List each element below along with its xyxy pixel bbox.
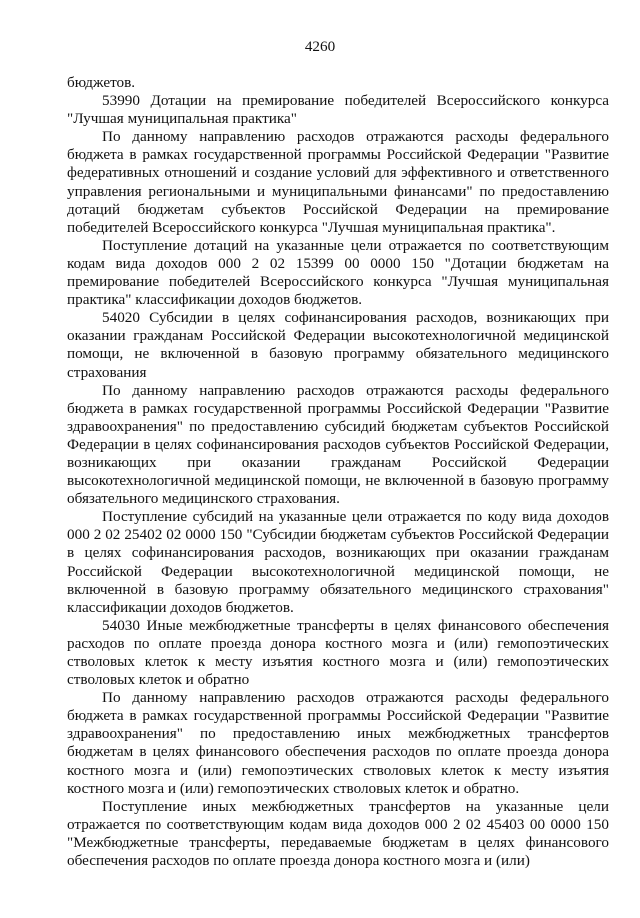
paragraph: Поступление субсидий на указанные цели отражается по коду вида доходов 000 2 02 25402 02 0000 150 "Субсидии бюджетам субъектов Российской Федерации в целях софинансирования расходов, возникающих при оказании гражданам Российской Федерации высокотехнологичной медицинской помощи, не включенной в базовую программу обязательного медицинского страхования" классификации доходов бюджетов. xyxy=(67,508,609,616)
section-heading: 54020 Субсидии в целях софинансирования расходов, возникающих при оказании гражданам Российской Федерации высокотехнологичной медицинской помощи, не включенной в базовую программу обязательного медицинского страхования xyxy=(67,309,609,381)
page-number: 4260 xyxy=(304,38,336,55)
paragraph: бюджетов. xyxy=(67,74,136,91)
paragraph: По данному направлению расходов отражаются расходы федерального бюджета в рамках государственной программы Российской Федерации "Развитие здравоохранения" по предоставлению субсидий бюджетам субъектов Российской Федерации в целях софинансирования расходов субъектов Российской Федерации, возникающих при оказании гражданам Российской Федерации высокотехнологичной медицинской помощи, не включенной в базовую программу обязательного медицинского страхования. xyxy=(67,381,609,508)
document-body xyxy=(67,74,609,870)
paragraph: По данному направлению расходов отражаются расходы федерального бюджета в рамках государственной программы Российской Федерации "Развитие федеративных отношений и создание условий для эффективного и ответственного управления региональными и муниципальными финансами" по предоставлению дотаций бюджетам субъектов Российской Федерации на премирование победителей Всероссийского конкурса "Лучшая муниципальная практика". xyxy=(67,128,609,236)
paragraph: Поступление дотаций на указанные цели отражается по соответствующим кодам вида доходов 000 2 02 15399 00 0000 150 "Дотации бюджетам на премирование победителей Всероссийского конкурса "Лучшая муниципальная практика" классификации доходов бюджетов. xyxy=(67,236,609,309)
section-heading: 53990 Дотации на премирование победителей Всероссийского конкурса "Лучшая муниципальная практика" xyxy=(67,92,609,128)
paragraph: По данному направлению расходов отражаются расходы федерального бюджета в рамках государственной программы Российской Федерации "Развитие здравоохранения" по предоставлению иных межбюджетных трансфертов бюджетам в целях финансового обеспечения расходов по оплате проезда донора костного мозга и (или) гемопоэтических стволовых клеток к месту изъятия костного мозга и (или) гемопоэтических стволовых клеток и обратно. xyxy=(67,689,609,797)
section-heading: 54030 Иные межбюджетные трансферты в целях финансового обеспечения расходов по оплате проезда донора костного мозга и (или) гемопоэтических стволовых клеток к месту изъятия костного мозга и (или) гемопоэтических стволовых клеток и обратно xyxy=(67,616,609,689)
paragraph: Поступление иных межбюджетных трансфертов на указанные цели отражается по соответствующим кодам вида доходов 000 2 02 45403 00 0000 150 "Межбюджетные трансферты, передаваемые бюджетам в целях финансового обеспечения расходов по оплате проезда донора костного мозга и (или) xyxy=(67,797,609,870)
